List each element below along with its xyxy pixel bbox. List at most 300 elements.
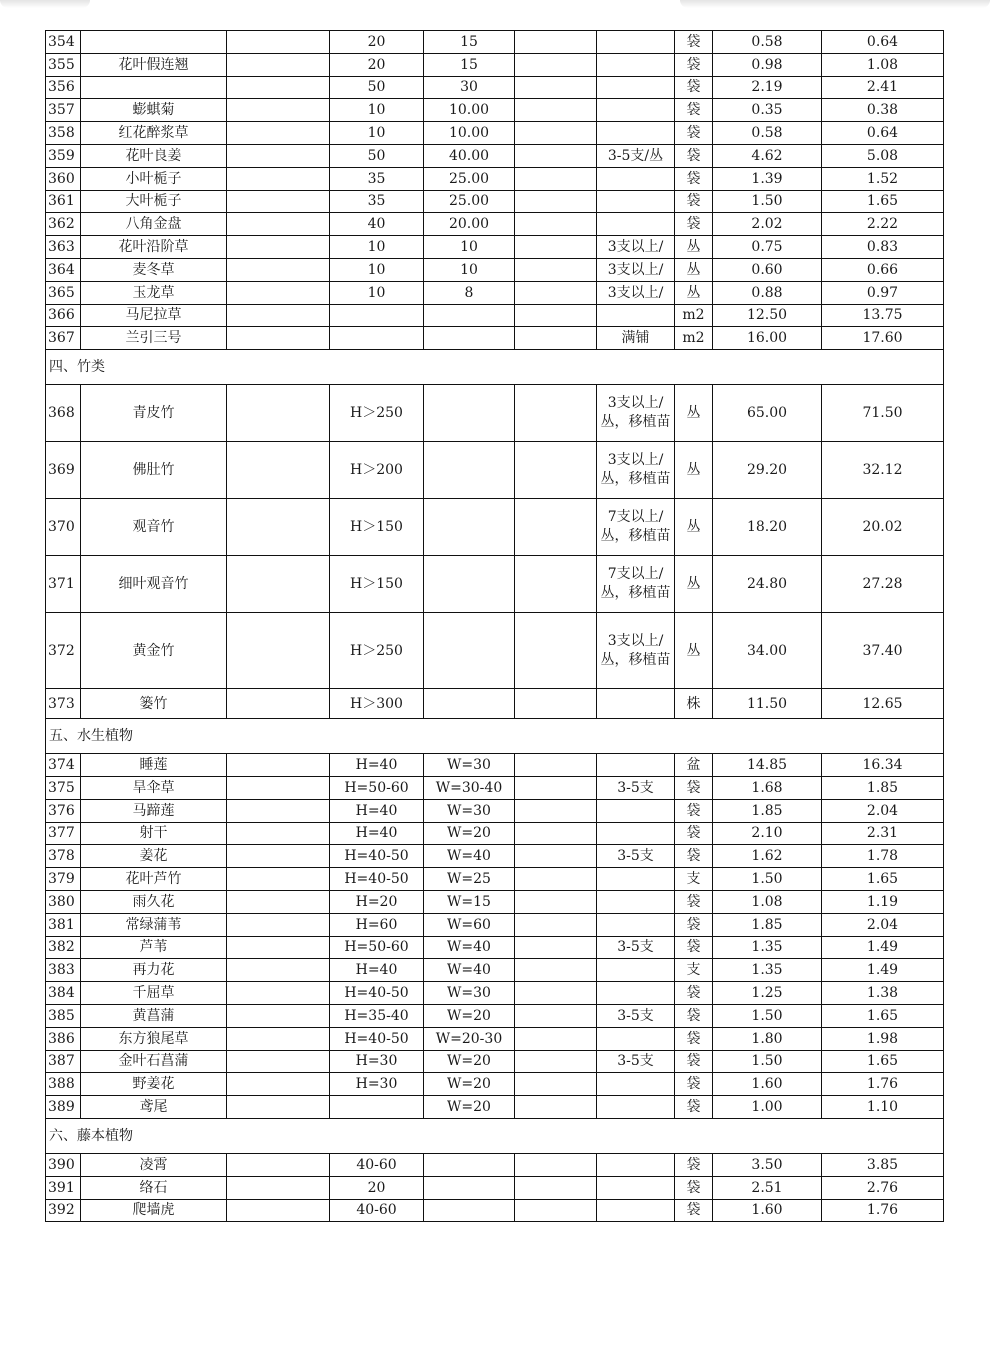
table-row — [46, 442, 944, 499]
row-number: 375 — [46, 776, 81, 799]
spec-width: W=40 — [424, 959, 515, 982]
table-row — [46, 304, 944, 327]
price-2: 27.28 — [822, 556, 944, 613]
spec-col-3 — [227, 281, 330, 304]
unit: 袋 — [675, 167, 713, 190]
price-2: 12.65 — [822, 689, 944, 719]
price-1: 24.80 — [713, 556, 822, 613]
plant-name: 常绿蒲苇 — [81, 913, 227, 936]
spec-col-3 — [227, 1176, 330, 1199]
spec-col-6 — [515, 190, 597, 213]
section-header-row — [46, 350, 944, 385]
price-2: 0.97 — [822, 281, 944, 304]
price-1: 1.50 — [713, 1004, 822, 1027]
plant-name: 黄菖蒲 — [81, 1004, 227, 1027]
spec-col-3 — [227, 1153, 330, 1176]
price-1: 16.00 — [713, 327, 822, 350]
spec-height: H＞150 — [330, 499, 424, 556]
spec-col-6 — [515, 959, 597, 982]
row-number: 388 — [46, 1073, 81, 1096]
unit: 袋 — [675, 799, 713, 822]
unit: 株 — [675, 689, 713, 719]
remark — [597, 304, 675, 327]
price-1: 1.62 — [713, 845, 822, 868]
price-1: 1.35 — [713, 959, 822, 982]
plant-name: 观音竹 — [81, 499, 227, 556]
spec-height: 10 — [330, 122, 424, 145]
spec-col-6 — [515, 754, 597, 777]
price-2: 1.78 — [822, 845, 944, 868]
spec-height: H＞250 — [330, 385, 424, 442]
row-number: 380 — [46, 890, 81, 913]
unit: m2 — [675, 327, 713, 350]
spec-col-3 — [227, 236, 330, 259]
price-2: 2.22 — [822, 213, 944, 236]
price-2: 1.65 — [822, 1004, 944, 1027]
spec-col-3 — [227, 167, 330, 190]
spec-col-3 — [227, 499, 330, 556]
price-1: 0.98 — [713, 53, 822, 76]
price-1: 2.10 — [713, 822, 822, 845]
table-row — [46, 236, 944, 259]
spec-width: W=60 — [424, 913, 515, 936]
plant-name: 千屈草 — [81, 982, 227, 1005]
remark — [597, 190, 675, 213]
unit: 袋 — [675, 1176, 713, 1199]
price-1: 1.08 — [713, 890, 822, 913]
row-number: 364 — [46, 258, 81, 281]
plant-name: 马蹄莲 — [81, 799, 227, 822]
table-row — [46, 122, 944, 145]
table-row — [46, 556, 944, 613]
price-1: 1.50 — [713, 190, 822, 213]
spec-width — [424, 613, 515, 689]
spec-width — [424, 304, 515, 327]
remark — [597, 122, 675, 145]
spec-col-6 — [515, 213, 597, 236]
spec-col-3 — [227, 327, 330, 350]
unit: 袋 — [675, 99, 713, 122]
spec-col-6 — [515, 304, 597, 327]
spec-col-3 — [227, 442, 330, 499]
price-2: 5.08 — [822, 144, 944, 167]
spec-col-3 — [227, 31, 330, 54]
price-2: 1.98 — [822, 1027, 944, 1050]
plant-name: 凌霄 — [81, 1153, 227, 1176]
remark — [597, 31, 675, 54]
spec-height: H=20 — [330, 890, 424, 913]
spec-col-6 — [515, 1096, 597, 1119]
spec-col-3 — [227, 822, 330, 845]
spec-col-6 — [515, 689, 597, 719]
price-1: 0.58 — [713, 122, 822, 145]
spec-col-6 — [515, 144, 597, 167]
remark — [597, 99, 675, 122]
spec-col-6 — [515, 868, 597, 891]
plant-name: 东方狼尾草 — [81, 1027, 227, 1050]
price-1: 0.75 — [713, 236, 822, 259]
spec-col-6 — [515, 53, 597, 76]
spec-height: 20 — [330, 53, 424, 76]
section-header-row — [46, 719, 944, 754]
unit: 袋 — [675, 822, 713, 845]
row-number: 382 — [46, 936, 81, 959]
table-row — [46, 167, 944, 190]
row-number: 392 — [46, 1199, 81, 1222]
price-1: 2.51 — [713, 1176, 822, 1199]
spec-col-6 — [515, 258, 597, 281]
remark — [597, 689, 675, 719]
remark — [597, 1199, 675, 1222]
spec-width — [424, 385, 515, 442]
spec-width: W=40 — [424, 845, 515, 868]
plant-name: 鸢尾 — [81, 1096, 227, 1119]
unit: 丛 — [675, 258, 713, 281]
price-1: 34.00 — [713, 613, 822, 689]
spec-width: 15 — [424, 53, 515, 76]
table-row — [46, 144, 944, 167]
spec-height: 35 — [330, 190, 424, 213]
price-1: 1.85 — [713, 799, 822, 822]
table-row — [46, 890, 944, 913]
spec-height: H=30 — [330, 1073, 424, 1096]
row-number: 391 — [46, 1176, 81, 1199]
row-number: 356 — [46, 76, 81, 99]
spec-height: H=40 — [330, 799, 424, 822]
spec-height — [330, 1096, 424, 1119]
unit: 丛 — [675, 442, 713, 499]
plant-name: 花叶芦竹 — [81, 868, 227, 891]
spec-width: W=20 — [424, 822, 515, 845]
remark — [597, 959, 675, 982]
row-number: 363 — [46, 236, 81, 259]
remark — [597, 822, 675, 845]
spec-col-6 — [515, 31, 597, 54]
spec-width: W=20 — [424, 1050, 515, 1073]
spec-col-6 — [515, 776, 597, 799]
spec-col-3 — [227, 99, 330, 122]
table-row — [46, 1153, 944, 1176]
spec-width — [424, 1176, 515, 1199]
price-2: 2.04 — [822, 913, 944, 936]
remark — [597, 799, 675, 822]
spec-width: 8 — [424, 281, 515, 304]
table-row — [46, 845, 944, 868]
plant-name: 蟛蜞菊 — [81, 99, 227, 122]
unit: 袋 — [675, 213, 713, 236]
spec-width: W=20 — [424, 1004, 515, 1027]
table-row — [46, 1199, 944, 1222]
price-2: 2.31 — [822, 822, 944, 845]
spec-width: 10.00 — [424, 99, 515, 122]
spec-col-3 — [227, 304, 330, 327]
table-row — [46, 868, 944, 891]
table-row — [46, 385, 944, 442]
row-number: 368 — [46, 385, 81, 442]
spec-width — [424, 556, 515, 613]
unit: 丛 — [675, 236, 713, 259]
price-1: 2.19 — [713, 76, 822, 99]
section-title: 四、竹类 — [46, 350, 944, 385]
unit: 袋 — [675, 890, 713, 913]
spec-width: W=30 — [424, 754, 515, 777]
remark — [597, 1153, 675, 1176]
spec-width: 10 — [424, 258, 515, 281]
price-1: 1.00 — [713, 1096, 822, 1119]
spec-height — [330, 327, 424, 350]
unit: 袋 — [675, 982, 713, 1005]
unit: 袋 — [675, 936, 713, 959]
row-number: 377 — [46, 822, 81, 845]
spec-height: H=30 — [330, 1050, 424, 1073]
remark: 满铺 — [597, 327, 675, 350]
remark — [597, 868, 675, 891]
spec-width — [424, 689, 515, 719]
spec-col-6 — [515, 1176, 597, 1199]
spec-col-6 — [515, 799, 597, 822]
price-2: 20.02 — [822, 499, 944, 556]
price-1: 2.02 — [713, 213, 822, 236]
remark — [597, 53, 675, 76]
spec-height: H=60 — [330, 913, 424, 936]
remark — [597, 1027, 675, 1050]
price-2: 0.64 — [822, 31, 944, 54]
remark — [597, 1176, 675, 1199]
spec-height: 40 — [330, 213, 424, 236]
price-2: 1.76 — [822, 1073, 944, 1096]
spec-width: 20.00 — [424, 213, 515, 236]
price-2: 1.49 — [822, 936, 944, 959]
row-number: 374 — [46, 754, 81, 777]
spec-col-3 — [227, 1096, 330, 1119]
spec-height: H＞250 — [330, 613, 424, 689]
price-2: 0.66 — [822, 258, 944, 281]
price-1: 0.88 — [713, 281, 822, 304]
row-number: 381 — [46, 913, 81, 936]
price-1: 1.60 — [713, 1199, 822, 1222]
spec-width: W=40 — [424, 936, 515, 959]
spec-width: W=30-40 — [424, 776, 515, 799]
table-row — [46, 776, 944, 799]
spec-col-3 — [227, 799, 330, 822]
row-number: 379 — [46, 868, 81, 891]
price-1: 1.50 — [713, 868, 822, 891]
unit: 袋 — [675, 913, 713, 936]
spec-col-6 — [515, 385, 597, 442]
price-2: 1.65 — [822, 1050, 944, 1073]
row-number: 360 — [46, 167, 81, 190]
unit: 丛 — [675, 499, 713, 556]
spec-col-3 — [227, 122, 330, 145]
unit: 袋 — [675, 1027, 713, 1050]
price-2: 16.34 — [822, 754, 944, 777]
spec-col-3 — [227, 53, 330, 76]
row-number: 358 — [46, 122, 81, 145]
remark: 3支以上/丛，移植苗 — [597, 613, 675, 689]
remark: 3-5支 — [597, 1050, 675, 1073]
spec-col-3 — [227, 689, 330, 719]
row-number: 366 — [46, 304, 81, 327]
table-row — [46, 99, 944, 122]
section-title: 六、藤本植物 — [46, 1118, 944, 1153]
plant-name: 野姜花 — [81, 1073, 227, 1096]
spec-col-3 — [227, 144, 330, 167]
spec-width — [424, 1199, 515, 1222]
unit: 袋 — [675, 1153, 713, 1176]
table-row — [46, 1176, 944, 1199]
unit: 丛 — [675, 556, 713, 613]
spec-col-6 — [515, 499, 597, 556]
table-row — [46, 689, 944, 719]
spec-width: W=25 — [424, 868, 515, 891]
price-1: 14.85 — [713, 754, 822, 777]
price-2: 1.19 — [822, 890, 944, 913]
remark: 7支以上/丛，移植苗 — [597, 556, 675, 613]
spec-width — [424, 1153, 515, 1176]
remark: 3-5支 — [597, 1004, 675, 1027]
plant-name: 大叶栀子 — [81, 190, 227, 213]
price-1: 11.50 — [713, 689, 822, 719]
table-row — [46, 190, 944, 213]
plant-name: 花叶良姜 — [81, 144, 227, 167]
spec-height: H＞300 — [330, 689, 424, 719]
spec-col-3 — [227, 213, 330, 236]
plant-name: 雨久花 — [81, 890, 227, 913]
spec-col-6 — [515, 1004, 597, 1027]
spec-col-6 — [515, 822, 597, 845]
spec-col-3 — [227, 76, 330, 99]
price-2: 1.65 — [822, 868, 944, 891]
row-number: 371 — [46, 556, 81, 613]
spec-height: H=40 — [330, 822, 424, 845]
spec-col-6 — [515, 327, 597, 350]
plant-name: 麦冬草 — [81, 258, 227, 281]
plant-name: 姜花 — [81, 845, 227, 868]
table-row — [46, 281, 944, 304]
unit: 袋 — [675, 776, 713, 799]
unit: 丛 — [675, 281, 713, 304]
price-1: 0.35 — [713, 99, 822, 122]
spec-height: 20 — [330, 1176, 424, 1199]
plant-name: 篓竹 — [81, 689, 227, 719]
plant-name: 睡莲 — [81, 754, 227, 777]
spec-col-3 — [227, 982, 330, 1005]
spec-width — [424, 327, 515, 350]
row-number: 384 — [46, 982, 81, 1005]
price-1: 1.60 — [713, 1073, 822, 1096]
price-1: 3.50 — [713, 1153, 822, 1176]
remark: 3-5支 — [597, 845, 675, 868]
price-1: 65.00 — [713, 385, 822, 442]
remark: 7支以上/丛，移植苗 — [597, 499, 675, 556]
unit: 袋 — [675, 190, 713, 213]
plant-name: 络石 — [81, 1176, 227, 1199]
table-row — [46, 1096, 944, 1119]
plant-name: 玉龙草 — [81, 281, 227, 304]
spec-width — [424, 442, 515, 499]
price-2: 3.85 — [822, 1153, 944, 1176]
spec-col-6 — [515, 936, 597, 959]
spec-col-3 — [227, 1199, 330, 1222]
spec-width: 25.00 — [424, 167, 515, 190]
plant-name: 红花醉浆草 — [81, 122, 227, 145]
row-number: 367 — [46, 327, 81, 350]
spec-width: 15 — [424, 31, 515, 54]
plant-name: 马尼拉草 — [81, 304, 227, 327]
row-number: 362 — [46, 213, 81, 236]
spec-col-6 — [515, 613, 597, 689]
spec-col-6 — [515, 890, 597, 913]
spec-width: 40.00 — [424, 144, 515, 167]
remark — [597, 1073, 675, 1096]
table-row — [46, 613, 944, 689]
unit: 袋 — [675, 31, 713, 54]
price-2: 1.10 — [822, 1096, 944, 1119]
row-number: 369 — [46, 442, 81, 499]
spec-width: 25.00 — [424, 190, 515, 213]
price-1: 1.25 — [713, 982, 822, 1005]
spec-height: H=40-50 — [330, 982, 424, 1005]
price-2: 13.75 — [822, 304, 944, 327]
spec-col-3 — [227, 754, 330, 777]
table-row — [46, 982, 944, 1005]
spec-height: 10 — [330, 236, 424, 259]
plant-name: 花叶沿阶草 — [81, 236, 227, 259]
price-2: 2.41 — [822, 76, 944, 99]
unit: 袋 — [675, 76, 713, 99]
row-number: 373 — [46, 689, 81, 719]
price-1: 0.60 — [713, 258, 822, 281]
spec-height: H=40-50 — [330, 868, 424, 891]
spec-width: W=20 — [424, 1096, 515, 1119]
price-1: 29.20 — [713, 442, 822, 499]
plant-name: 细叶观音竹 — [81, 556, 227, 613]
price-2: 37.40 — [822, 613, 944, 689]
spec-height: 40-60 — [330, 1199, 424, 1222]
table-row — [46, 258, 944, 281]
spec-col-3 — [227, 959, 330, 982]
spec-col-3 — [227, 385, 330, 442]
row-number: 372 — [46, 613, 81, 689]
plant-name: 射干 — [81, 822, 227, 845]
spec-height: 20 — [330, 31, 424, 54]
plant-name: 爬墙虎 — [81, 1199, 227, 1222]
price-2: 1.65 — [822, 190, 944, 213]
price-2: 2.76 — [822, 1176, 944, 1199]
price-1: 1.80 — [713, 1027, 822, 1050]
unit: 盆 — [675, 754, 713, 777]
unit: 袋 — [675, 1004, 713, 1027]
remark: 3-5支 — [597, 776, 675, 799]
row-number: 378 — [46, 845, 81, 868]
unit: 支 — [675, 959, 713, 982]
spec-col-6 — [515, 281, 597, 304]
remark: 3支以上/ — [597, 236, 675, 259]
remark — [597, 982, 675, 1005]
plant-name: 小叶栀子 — [81, 167, 227, 190]
spec-col-3 — [227, 1027, 330, 1050]
price-2: 0.38 — [822, 99, 944, 122]
price-1: 4.62 — [713, 144, 822, 167]
plant-name: 旱伞草 — [81, 776, 227, 799]
table-row — [46, 53, 944, 76]
section-title: 五、水生植物 — [46, 719, 944, 754]
spec-col-3 — [227, 258, 330, 281]
spec-col-6 — [515, 442, 597, 499]
spec-width: 10.00 — [424, 122, 515, 145]
row-number: 357 — [46, 99, 81, 122]
unit: 袋 — [675, 1050, 713, 1073]
